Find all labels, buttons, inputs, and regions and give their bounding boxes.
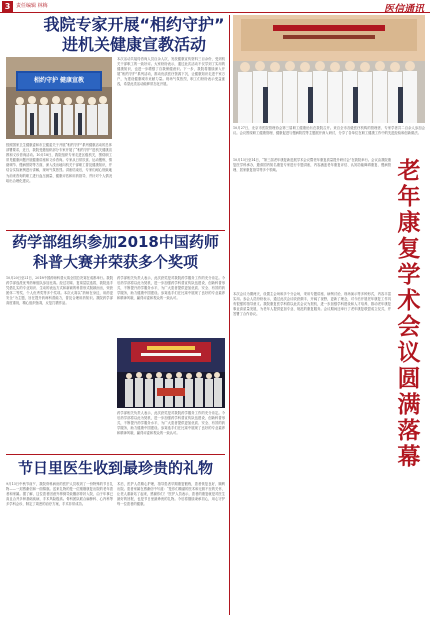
page-number: 3 <box>2 1 13 12</box>
article1-body-col2: 本次活动共接待咨询人员百余人次，发放健康宣传资料三百余份，受到机关干部职工的一致好评。大家纷纷表示，通过此次活动不仅学到了实用的健康知识，也进一步增强了自我保健意识。下一步，我院将继续深入开展“相约守护”系列活动，推动优质医疗资源下沉，让健康知识走进千家万户，为建设健康城市贡献力量。现场气氛热烈，职工们纷纷表示受益匪浅，希望此类活动能够常态化开展。 <box>117 57 225 87</box>
masthead: 医信通讯 <box>384 4 424 15</box>
column-divider <box>229 15 230 615</box>
divider <box>6 230 225 231</box>
article2-body-col1: 10月20日至21日，2018中国药师科普大赛全国总决赛在成都举行。我院药学部选派优秀药师组队参加比赛。经过初赛、复赛层层选拔，我院选手凭借扎实的专业知识、生动的表达方式和新颖的科普形式脱颖而出，荣获团体二等奖、个人优秀奖等多个奖项。本次大赛以“药师在身边，用药更安全”为主题，旨在提升药师科普能力，普及合理用药知识。我院药学部高度重视，精心组织备赛，反复打磨作品。 <box>6 276 113 306</box>
article2-body-col2: 药学部相关负责人表示，此次获奖是对我院药学服务工作的充分肯定。今后药学部将以此为契机，进一步加强药学科普宣传队伍建设，创新科普形式，不断提升药学服务水平，为广大患者提供更加优质、安全、有效的药学服务，助力健康中国建设。参赛选手们在比赛中展现了良好的专业素养和精神风貌，赢得评委和观众的一致认可。 <box>117 276 225 301</box>
article4-body-top: 10月27日，北京市医院管理协会第三届职工健康论坛在我院召开。来自全市各级医疗机构的管理者、专家学者共二百余人参加会议。会议围绕职工健康管理、健康促进与慢病防控等主题展开深入研讨，分享了各单位在职工健康工作中的先进经验和创新做法。 <box>233 126 425 136</box>
article3-body-col1: 9月13日中秋节前夕，我院骨科病房的医护人员收到了一份特殊的节日礼物——一封感谢信和一面锦旗。送来礼物的是一位刚刚康复出院的老年患者和家属。据了解，这位患者因意外摔倒导致髋部骨折入院，由于年事已高且合并多种基础疾病，手术风险极高。骨科团队联合麻醉科、心内科等多学科会诊，制定了周密的治疗方案，手术非常成功。 <box>6 482 113 507</box>
article1-title-line1: 我院专家开展“相约守护” <box>43 15 225 34</box>
page-header <box>0 0 430 13</box>
article2-title-line2: 科普大赛并荣获多个奖项 <box>32 253 198 271</box>
article4-photo <box>233 15 425 123</box>
article2-body-col2b: 药学部相关负责人表示，此次获奖是对我院药学服务工作的充分肯定。今后药学部将以此为契机，进一步加强药学科普宣传队伍建设，创新科普形式，不断提升药学服务水平，为广大患者提供更加优质、安全、有效的药学服务，助力健康中国建设。参赛选手们在比赛中展现了良好的专业素养和精神风貌，赢得评委和观众的一致认可。 <box>117 411 225 436</box>
article1-title-line2: 进机关健康宣教活动 <box>61 35 206 54</box>
article2-photo <box>117 338 225 408</box>
article4-title-vertical: 老年康复学术会议圆满落幕 <box>397 158 421 470</box>
article3-body-col2: 术后，医护人员精心护理，指导患者早期康复锻炼，患者恢复良好，顺利出院。患者家属在感谢信中写道：“是你们精湛的医术和无微不至的关怀，让老人重新站了起来，感谢你们！”医护人员表示，患者的康复就是对医生最好的回报，也是节日里最珍贵的礼物。今后将继续秉承初心，用心守护每一位患者的健康。 <box>117 482 225 507</box>
article2-title-line1: 药学部组织参加2018中国药师 <box>12 233 219 251</box>
article3-title: 节日里医生收到最珍贵的礼物 <box>17 459 213 477</box>
article1-banner-text: 相约守护 健康宣教 <box>33 77 85 84</box>
article4-body-right: 10月13日至14日，“第三届老年康复新进展学术会议暨老年康复质量提升研讨会”在我院举行。会议由我院康复医学科承办，邀请国内知名康复专家进行专题讲座，内容涵盖老年康复评估、认知功能障碍康复、慢病管理、居家康复指导等多个领域。 <box>233 158 391 173</box>
article1-photo <box>6 57 112 139</box>
divider <box>6 454 225 455</box>
article1-body-col1: 按照国家卫生健康委和市卫健委关于开展“相约守护”系列健康活动的总体部署要求，近日，我院受邀组织部分专家开展了“相约守护”进机关健康宣教和义诊咨询活动。10月18日，我院组织专家走进区级机关，围绕职工常见健康问题开展健康讲座和义诊咨询。专家从日常饮食、运动锻炼、情绪调节、慢病预防等方面，深入浅出地向机关干部职工普及健康知识，并结合实际案例进行讲解，现场气氛热烈。讲座结束后，专家们耐心细致地为前来咨询的职工进行血压测量、健康评估和用药指导，并针对个人情况给出合理化建议。 <box>6 143 112 183</box>
article4-body-bottom: 本次会议为期两天，设置主会场和多个分会场，采用专题讲座、病例讨论、现场演示等多种形式，内容丰富实用。参会人员纷纷表示，通过此次会议收获颇丰，开阔了视野，更新了理念，对今后开展老年康复工作具有很强的指导意义。我院康复医学科将以此次会议为契机，进一步加强学科建设和人才培养，推动老年康复事业高质量发展，为老年人提供更加专业、规范的康复服务。会议期间还举行了老年康复联盟成立仪式，并签署了合作协议。 <box>233 292 391 317</box>
section-editor: 责任编辑 林梅 <box>16 3 48 9</box>
